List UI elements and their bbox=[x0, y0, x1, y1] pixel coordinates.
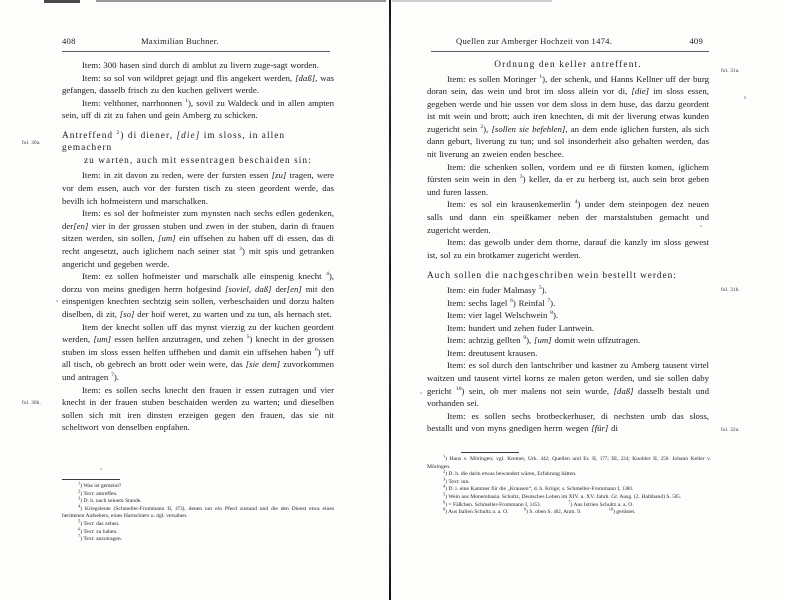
paragraph: Item: die schenken sollen, vordem und ee di fürsten komen, iglichem fürsten sein wein in den $^3$) keller, da er zu herberg ist, auch sein brot geben und furen lassen. bbox=[427, 161, 709, 197]
paragraph: Item: es sol durch den lantschriber und kastner zu Amberg tausent virtel waitzen und tausent virtel korns ze malen geton werden, und sie sollen daby gericht $^{10}$) sein, ob mer malens not sein wurde, [daß] dasselb bestalt und vorhanden sei. bbox=[427, 360, 709, 409]
footnote: $^5$) Wein aus Monembasia. Schultz, Deutsches Leben im XIV. u. XV. Jahrh. Gr. Ausg. (2. Halbband) S. 505. bbox=[443, 491, 682, 500]
paragraph: Item der knecht sollen uff das mynst vierzig zu der kuchen geordent werden, [um] essen helfen anzutragen, und zehen $^5$) knecht in der grossen stuben im sloss essen helfen uffheben und damit ein uffsehen haben $^6$) uff all tisch, ob gebrech an brott oder wein were, das [sie dem] zuvorkommen und antragen $^7$). bbox=[62, 321, 334, 382]
footnote: $^6$) Text: zu haben. bbox=[78, 525, 118, 535]
paragraph: Item: es sollen Moringer $^1$), der schenk, und Hanns Kellner uff der burg doran sein, das wein und brot im sloss allein vor di, [die] im sloss essen, gegeben werde und hie ussen vor dem sloss in dem huse, das darzu geordent ist mit wein und brott; auch iren knechten, di mit der liverung etwas kunden zugericht sein $^2$), [sollen sie befehlen], an dem ende iglichen fursten, als sich dann geburt, liverung zu tun; und sol insonderheit also gehalten werden, das nit liverung an zweien enden beschee. bbox=[427, 73, 709, 160]
left-head-rule bbox=[62, 51, 330, 52]
section-heading-wein: Auch sollen die nachgeschriben wein bestellt werden: bbox=[427, 271, 677, 282]
paragraph: Item: ez sollen hofmeister und marschalk alle einspenig knecht $^4$), dorzu von meins gnedigen herrn hofgesind [soviel, daß] der[en] mit den einspenigen knechten sechtzig sein sollen, verbeschaiden und dorzu halten diselben, di zit, [so] der hoif weret, zu warten und zu tun, als hernach stet. bbox=[62, 271, 335, 319]
right-footnotes bbox=[427, 452, 711, 517]
paragraph: Item: es sol ein krausenkemerlin $^4$) under dem steinpogen dez neuen salls und dann ein speißkamer neben der marstalstuben gemacht und zugericht werden. bbox=[427, 199, 709, 235]
footnote: $^2$) Text: antreffen. bbox=[78, 488, 118, 497]
right-running-head bbox=[427, 36, 709, 50]
paragraph: Item: es sollen sechs brotbeckerhuser, di nechsten umb das sloss, bestallt und von myns gnedigen herrn wegen [für] di bbox=[427, 410, 709, 434]
right-page-number: 409 bbox=[689, 36, 703, 46]
footnote-rule bbox=[461, 452, 519, 453]
paragraph: Item: in zit davon zu reden, were der fursten essen [zu] tragen, were vor dem essen, auch vor der fursten tisch zu steen geordent werde, das bevilh ich hofmeistern und marschalken. bbox=[62, 170, 334, 206]
margin-folio-note-30a: fol. 30a. bbox=[22, 140, 41, 146]
footnote: $^4$) D. i. eine Kammer für die „Krausen“, d. h. Krüge; s. Schmeller-Frommann I, 1380. bbox=[443, 483, 634, 493]
wine-list-item: Item: vier lagel Welschwein $^8$). bbox=[447, 310, 559, 321]
paragraph: Item: velthoner, narrhonnen $^1$), sovil zu Waldeck und in allen ampten sein, uff di zit zu fahen und gein Amberg zu schicken. bbox=[62, 97, 334, 121]
footnote: $^1$) Was ist gemeint? bbox=[78, 480, 122, 489]
paragraph: Item: es sol der hofmeister zum mynsten nach sechs edlen gedenken, der[en] vier in der grossen stuben und zwen in der stuben, darin di frauen sitzen werden, sin sollen, [um] ein uffsehen zu haben uff di essen, das di recht angesetzt, auch iglichem nach seiner stat $^3$) mit spis und getranken angericht und gegeben werde. bbox=[62, 208, 335, 269]
left-running-title: Maximilian Buchner. bbox=[141, 36, 219, 46]
margin-folio-note-31b: fol. 31b. bbox=[721, 287, 740, 293]
margin-folio-note-32a: fol. 32a. bbox=[721, 427, 740, 433]
footnote: $^6$) = Fäßchen. Schmeller-Frommann I, 1453. $^7$) Aus Istrien Schultz a. a. O. bbox=[443, 498, 634, 508]
footnote: $^4$) Kriegsleute (Schmeller-Frommann II, 473), denen nur ein Pferd zustand und die den Dienst etwa eines berittenen Aufsehers, eines Hartschiers u. dgl. versahen. bbox=[62, 503, 334, 520]
footnote: $^7$) Text: anzutragen. bbox=[78, 533, 123, 543]
footnote: $^8$) Aus Italien Schultz a. a. O. $^9$) S. oben S. 402, Anm. 9. $^{10}$) gerüstet. bbox=[443, 506, 636, 516]
paragraph: Item: 300 hasen sind durch di amblut zu livern zuge-sagt worden. bbox=[82, 60, 319, 70]
footnote: $^3$) D. h. nach seinem Stande. bbox=[78, 495, 142, 505]
paragraph: Item: so sol von wildpret gejagt und flis angekert werden, [daß], was gefangen, dasselb frisch zu den kuchen gelivert werde. bbox=[62, 72, 334, 96]
wine-list-item: Item: ein fuder Malmasy $^5$). bbox=[447, 284, 547, 295]
footnote: $^1$) Hans v. Möringen; vgl. Kremer, Urk. 442; Quellen und Er. II, 177; III, 224; Knobler II, 256: Johann Keller v. Möringen. bbox=[427, 453, 711, 470]
left-page bbox=[0, 0, 389, 600]
paragraph: Item: es sollen sechs knecht den frauen ir essen zutragen und vier knecht in der frauen stuben beschaiden werden zu warten; und dieselben sollen sich mit iren dinsten erzeigen gegen den frauen, das sie nit scheltwort von denselben enpfahen. bbox=[62, 384, 334, 433]
footnote: $^3$) Text: inn. bbox=[443, 476, 470, 485]
right-head-rule bbox=[431, 51, 709, 52]
paragraph: Item: das gewolb under dem thorne, darauf die kanzly im sloss gewest ist, sol zu ein brotkamer zugericht werden. bbox=[427, 237, 709, 260]
left-running-head bbox=[62, 36, 334, 50]
right-page-body bbox=[427, 36, 709, 435]
wine-list-item: Item: dreutusent krausen. bbox=[447, 347, 538, 358]
section-heading-diener: Antreffend $^2$) di diener, [die] im sloss, in allen gemachern zu warten, auch mit essentragen beschaiden sin: bbox=[62, 129, 312, 166]
footnote: $^2$) D. h. die darin etwas bewandert wären, Erfahrung hätten. bbox=[443, 468, 577, 478]
margin-folio-note-30b: fol. 30b. bbox=[22, 400, 41, 406]
margin-folio-note-31a: fol. 31a. bbox=[721, 68, 740, 74]
footnote-rule bbox=[62, 479, 120, 480]
left-footnotes bbox=[62, 479, 334, 544]
right-page bbox=[391, 0, 785, 600]
section-heading-keller: Ordnung den keller antreffent. bbox=[494, 60, 642, 70]
wine-list-item: Item: achtzig gellten $^9$), [um] domit wein uffzutragen. bbox=[447, 335, 641, 346]
wine-list-item: Item: hundert und zehen fuder Lantwein. bbox=[447, 322, 595, 333]
wine-list-item: Item: sechs lagel $^6$) Reinfal $^7$). bbox=[447, 297, 556, 308]
footnote: $^5$) Text: das zehen. bbox=[78, 518, 120, 527]
left-page-body bbox=[62, 36, 334, 434]
right-running-title: Quellen zur Amberger Hochzeit von 1474. bbox=[456, 36, 613, 46]
left-page-number: 408 bbox=[62, 36, 76, 46]
